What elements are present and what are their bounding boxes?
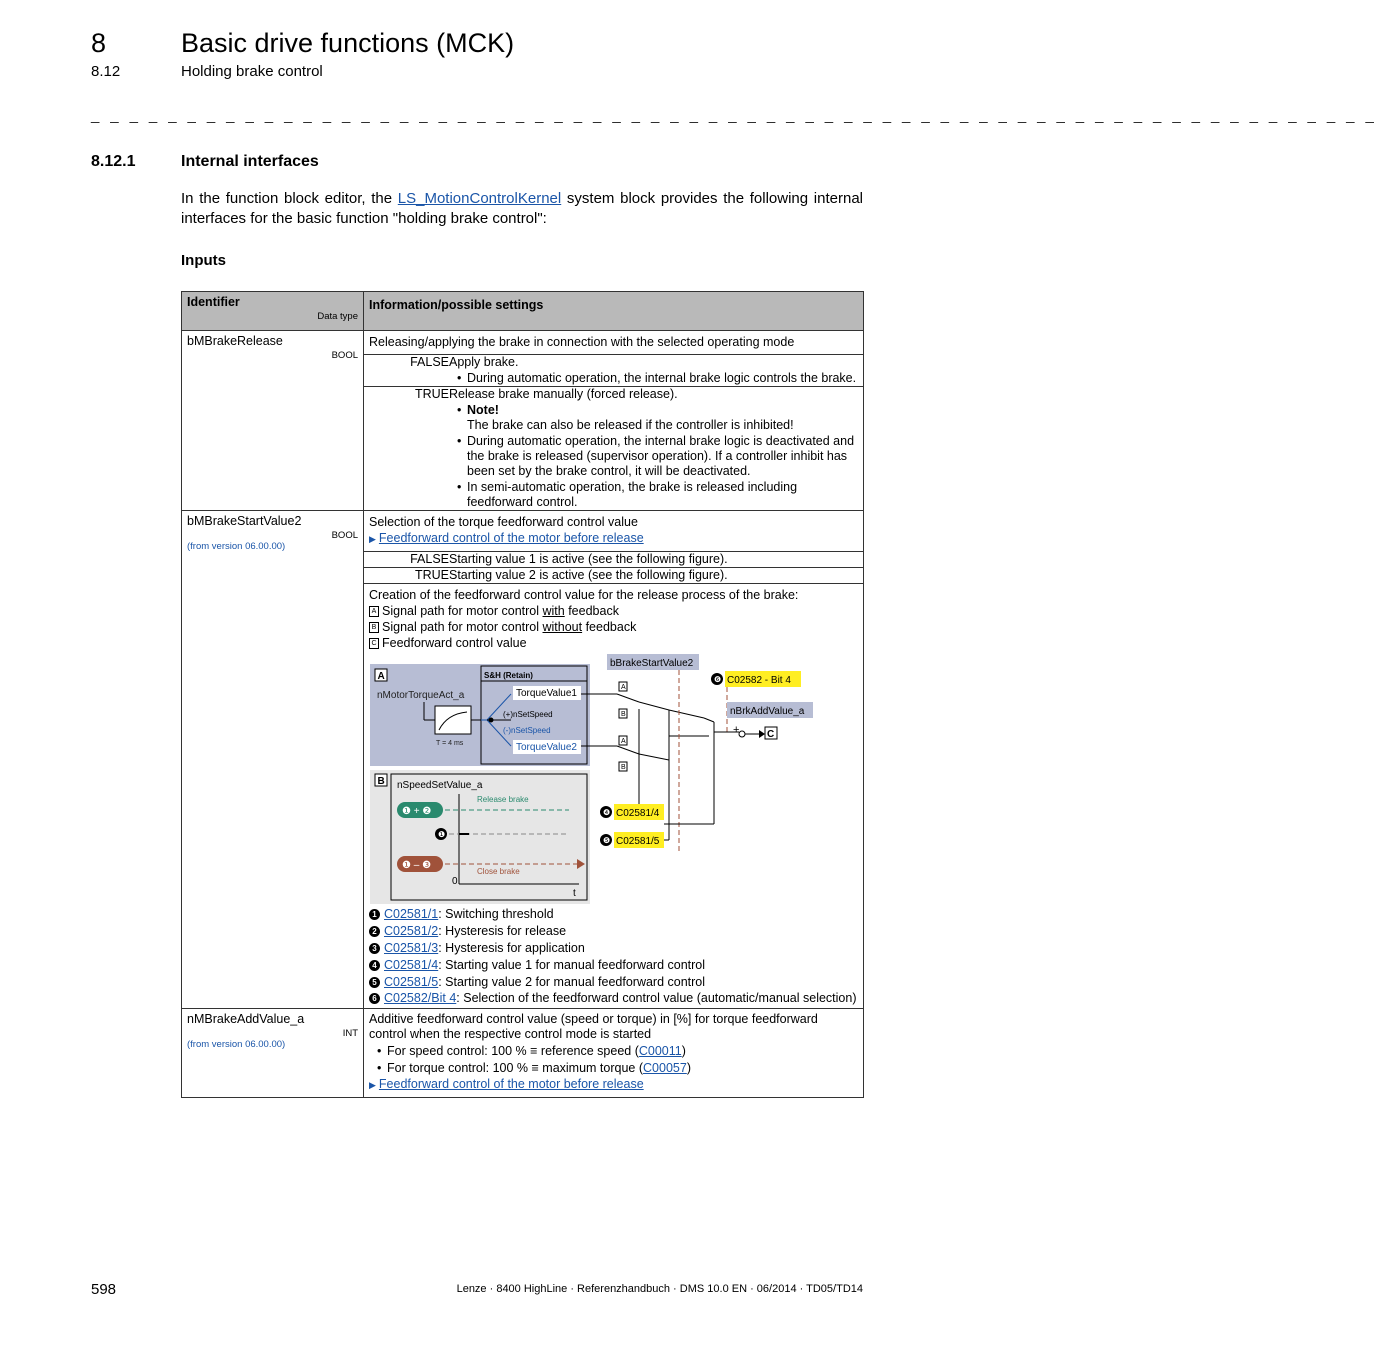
section-number: 8.12.1 [91, 153, 136, 170]
svg-text:C02582 - Bit 4: C02582 - Bit 4 [727, 675, 791, 686]
legend-item: 4 C02581/4: Starting value 1 for manual feedforward control [369, 957, 858, 974]
value-false: FALSE [410, 552, 449, 566]
header-divider: _ _ _ _ _ _ _ _ _ _ _ _ _ _ _ _ _ _ _ _ _ _ _ _ _ _ _ _ _ _ _ _ _ _ _ _ _ _ _ _ _ _ _ _ _ _ _ _ _ _ _ _ _ _ _ _ _ _ _ _ _ _ _ _ _ _ _ [91, 107, 1377, 124]
svg-text:nMotorTorqueAct_a: nMotorTorqueAct_a [377, 690, 465, 701]
svg-text:A: A [377, 671, 385, 682]
version-note: (from version 06.00.00) [187, 1039, 286, 1050]
feedforward-link[interactable]: Feedforward control of the motor before release [378, 531, 644, 545]
legend-item: 2 C02581/2: Hysteresis for release [369, 923, 858, 940]
description: Selection of the torque feedforward control value [369, 515, 638, 529]
row-nmbrakeaddvalue [182, 1009, 364, 1098]
c02581-1-link[interactable]: C02581/1 [384, 907, 439, 921]
svg-text:S&H (Retain): S&H (Retain) [484, 671, 533, 680]
page-number: 598 [91, 1281, 117, 1298]
header-identifier: Identifier Data type [182, 292, 364, 331]
svg-text:nSpeedSetValue_a: nSpeedSetValue_a [397, 780, 483, 791]
svg-text:A: A [621, 738, 626, 745]
c02582-bit4-link[interactable]: C02582/Bit 4 [384, 991, 457, 1005]
list-item: • For speed control: 100 % ≡ reference speed (C00011) [369, 1043, 858, 1059]
data-type: INT [342, 1028, 358, 1039]
legend-item: 6 C02582/Bit 4: Selection of the feedforward control value (automatic/manual selection) [369, 991, 858, 1006]
svg-text:T = 4 ms: T = 4 ms [436, 740, 464, 747]
inputs-table: Identifier Data type Information/possible settings bMBrakeRelease BOOL Releasing/applying the brake in connection with the selected operating mode FALSE Apply brake. • During automatic operation, the internal brake logic controls the brake. TRUE Release brake manually (forced release). • Note! The brake can also be released if the controller is inhibited! • During automatic operation, the internal brake logic is deactivated and the brake is released (supervisor operation). If a controller inhibit has been set by the brake control, it will be deactivated. • In semi-automatic operation, the brake is released including feedforward control. bMBrakeStartValue2 BOOL (from version 06.00.00) Selection of the torque feedforward control value ▶ Feedforward control of the motor before release FALSE Starting value 1 is active (see the following figure). TRUE Starting value 2 is active (see the following figure). Creation of the feedforward control value for the release process of the brake: A Signal path for motor control with feedback B Signal path for motor control without feedback C Feedforward control value A nMotorTorqueAct_a T = 4 ms S&H (Retain) TorqueValue1 (+)nSetSpeed (-)nSetSpeed TorqueValue2 A B A B bBrakeStartValue2 ❻ C02582 - Bit 4 nBrkAddValue_a + C B nSpeedSetValue_a 0 t Release brake Close brake ❶ + ❷ ❶ ❶ – ❸ ❹ C02581/4 ❺ C02581/5 1 C02581/1: Switching threshold 2 C02581/2: Hysteresis for release 3 C02581/3: Hysteresis for application 4 C02581/4: Starting value 1 for manual feedforward control 5 C02581/5: Starting value 2 for manual feedforward control 6 C02582/Bit 4: Selection of the feedforward control value (automatic/manual selection) nMBrakeAddValue_a INT (from version 06.00.00) Additive feedforward control value (speed or torque) in [%] for torque feedforward control when the respective control mode is started • For speed control: 100 % ≡ reference speed (C00011) • For torque control: 100 % ≡ maximum torque (C00057) ▶ Feedforward control of the motor before release [181, 291, 864, 1098]
feedforward-diagram [369, 654, 819, 906]
svg-text:❶: ❶ [438, 830, 446, 839]
legend-item: 5 C02581/5: Starting value 2 for manual feedforward control [369, 974, 858, 991]
section-title: Internal interfaces [181, 153, 319, 170]
svg-text:B: B [621, 764, 626, 771]
svg-text:C: C [767, 729, 775, 740]
svg-text:❹: ❹ [603, 808, 611, 817]
svg-text:Close brake: Close brake [477, 867, 520, 876]
identifier: nMBrakeAddValue_a [187, 1012, 305, 1026]
list-item: • During automatic operation, the internal brake logic is deactivated and the brake is released (supervisor operation). If a controller inhibit has been set by the brake control, it will be deactivated. [449, 434, 863, 479]
version-note: (from version 06.00.00) [187, 541, 286, 552]
svg-text:C02581/5: C02581/5 [616, 836, 660, 847]
c00011-link[interactable]: C00011 [638, 1044, 682, 1058]
list-item: • Note! The brake can also be released if the controller is inhibited! [449, 403, 863, 433]
svg-text:Release brake: Release brake [477, 795, 529, 804]
svg-text:B: B [621, 711, 626, 718]
svg-text:TorqueValue1: TorqueValue1 [516, 688, 577, 699]
value-true: TRUE [414, 568, 449, 582]
header-information: Information/possible settings [364, 292, 864, 331]
svg-text:(-)nSetSpeed: (-)nSetSpeed [503, 726, 551, 735]
data-type: BOOL [331, 530, 358, 541]
row-bmbrakestartvalue2 [182, 511, 364, 1009]
feedforward-link[interactable]: Feedforward control of the motor before release [378, 1077, 644, 1091]
svg-text:❶ – ❸: ❶ – ❸ [402, 860, 432, 871]
ls-motioncontrolkernel-link[interactable]: LS_MotionControlKernel [397, 190, 562, 207]
identifier: bMBrakeStartValue2 [187, 514, 302, 528]
svg-text:❺: ❺ [603, 836, 611, 845]
c02581-3-link[interactable]: C02581/3 [384, 941, 439, 955]
c02581-2-link[interactable]: C02581/2 [384, 924, 439, 938]
value-false: FALSE [410, 355, 449, 369]
svg-text:(+)nSetSpeed: (+)nSetSpeed [503, 710, 553, 719]
intro-paragraph: In the function block editor, the LS_MotionControlKernel system block provides the following internal interfaces for the basic function "holding brake control": [181, 190, 863, 227]
svg-text:+: + [733, 724, 740, 736]
svg-text:0: 0 [452, 876, 458, 887]
svg-text:❶ + ❷: ❶ + ❷ [402, 806, 432, 817]
c02581-5-link[interactable]: C02581/5 [384, 975, 439, 989]
value-true: TRUE [414, 387, 449, 401]
description: Releasing/applying the brake in connection with the selected operating mode [369, 335, 795, 349]
svg-text:nBrkAddValue_a: nBrkAddValue_a [730, 706, 805, 717]
row-bmbrakerelease [182, 331, 364, 511]
legend [369, 906, 858, 1006]
legend-item: 3 C02581/3: Hysteresis for application [369, 940, 858, 957]
svg-text:t: t [573, 888, 576, 899]
footer-text: Lenze · 8400 HighLine · Referenzhandbuch · DMS 10.0 EN · 06/2014 · TD05/TD14 [456, 1283, 863, 1295]
legend-item: 1 C02581/1: Switching threshold [369, 906, 858, 923]
subchapter-number: 8.12 [91, 63, 121, 80]
svg-text:B: B [377, 776, 385, 787]
description: Additive feedforward control value (speed or torque) in [%] for torque feedforward control when the respective control mode is started [369, 1012, 818, 1041]
data-type: BOOL [331, 350, 358, 361]
svg-text:bBrakeStartValue2: bBrakeStartValue2 [610, 658, 694, 669]
c00057-link[interactable]: C00057 [643, 1061, 687, 1075]
list-item: • During automatic operation, the internal brake logic controls the brake. [449, 371, 863, 386]
c02581-4-link[interactable]: C02581/4 [384, 958, 439, 972]
svg-text:A: A [621, 684, 626, 691]
svg-text:❻: ❻ [714, 675, 722, 684]
chapter-number: 8 [91, 28, 107, 58]
svg-text:TorqueValue2: TorqueValue2 [516, 742, 577, 753]
chapter-title: Basic drive functions (MCK) [181, 28, 515, 58]
inputs-heading: Inputs [181, 252, 226, 269]
list-item: • In semi-automatic operation, the brake is released including feedforward control. [449, 480, 863, 510]
svg-text:C02581/4: C02581/4 [616, 808, 660, 819]
subchapter-title: Holding brake control [181, 63, 323, 80]
identifier: bMBrakeRelease [187, 334, 283, 348]
list-item: • For torque control: 100 % ≡ maximum torque (C00057) [369, 1060, 858, 1076]
